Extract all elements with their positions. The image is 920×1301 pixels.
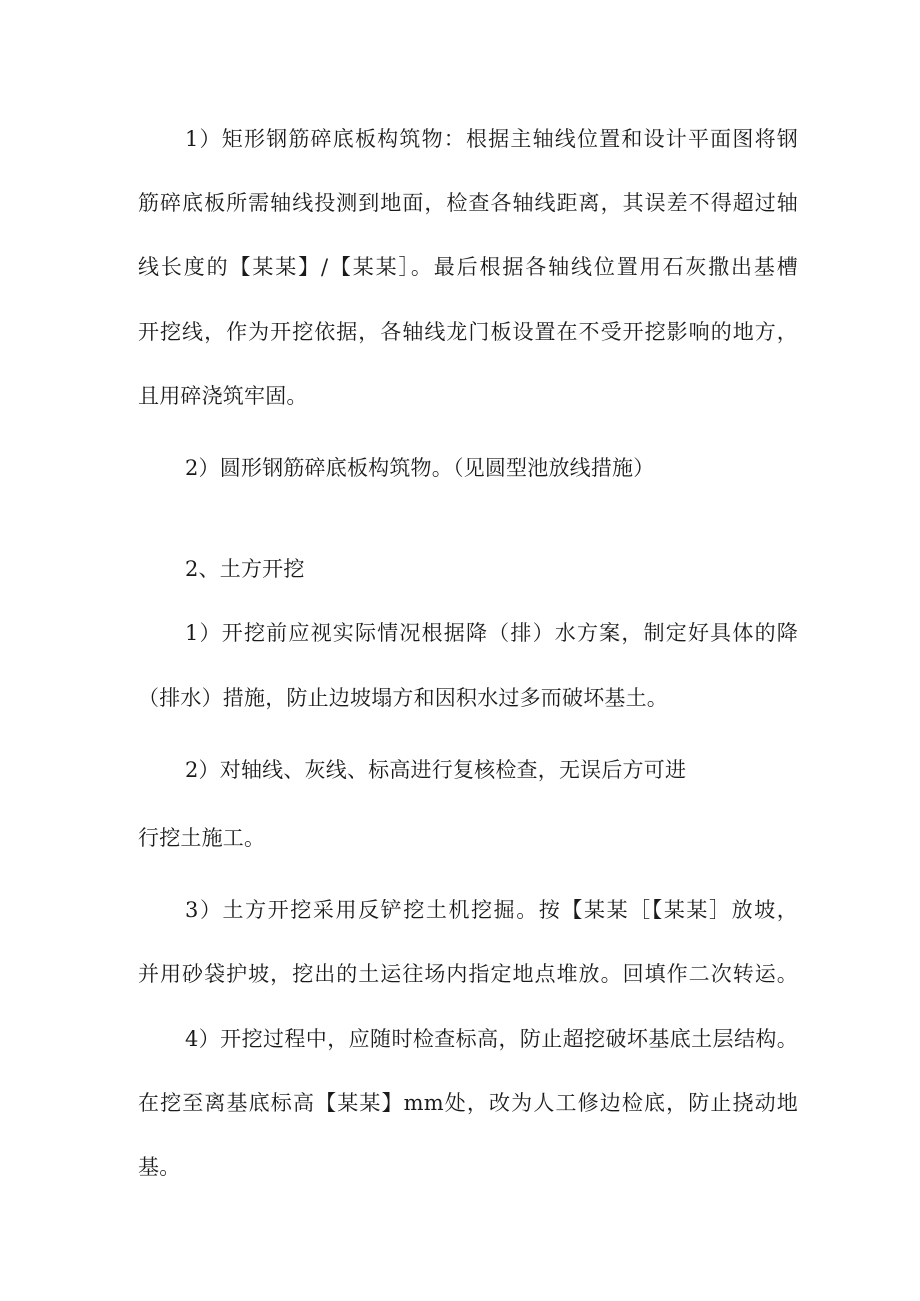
text-line: 2）对轴线、灰线、标高进行复核检查，无误后方可进 [185, 758, 687, 782]
text-line: 在挖至离基底标高【某某】mm处，改为人工修边检底，防止挠动地 [138, 1091, 798, 1115]
text-line: 行挖土施工。 [138, 826, 266, 850]
text-line: 且用碎浇筑牢固。 [138, 384, 308, 408]
text-line: 基。 [138, 1155, 181, 1179]
text-line: （排水）措施，防止边坡塌方和因积水过多而破坏基土。 [138, 686, 668, 710]
text-line: 开挖线，作为开挖依据，各轴线龙门板设置在不受开挖影响的地方， [138, 320, 798, 344]
text-line: 线长度的【某某】/【某某］。最后根据各轴线位置用石灰撒出基槽 [138, 255, 798, 279]
text-line: 筋碎底板所需轴线投测到地面，检查各轴线距离，其误差不得超过轴 [138, 191, 798, 215]
text-line: 1）开挖前应视实际情况根据降（排）水方案，制定好具体的降 [185, 621, 798, 645]
text-line: 并用砂袋护坡，挖出的土运往场内指定地点堆放。回填作二次转运。 [138, 962, 798, 986]
text-line: 4）开挖过程中，应随时检查标高，防止超挖破坏基底土层结构。 [185, 1027, 798, 1051]
section-heading: 2、土方开挖 [185, 557, 305, 581]
text-line: 1）矩形钢筋碎底板构筑物：根据主轴线位置和设计平面图将钢 [185, 127, 798, 151]
text-line: 2）圆形钢筋碎底板构筑物。（见圆型池放线措施） [185, 456, 655, 480]
text-line: 3）土方开挖采用反铲挖土机挖掘。按【某某［【某某］放坡， [185, 898, 798, 922]
